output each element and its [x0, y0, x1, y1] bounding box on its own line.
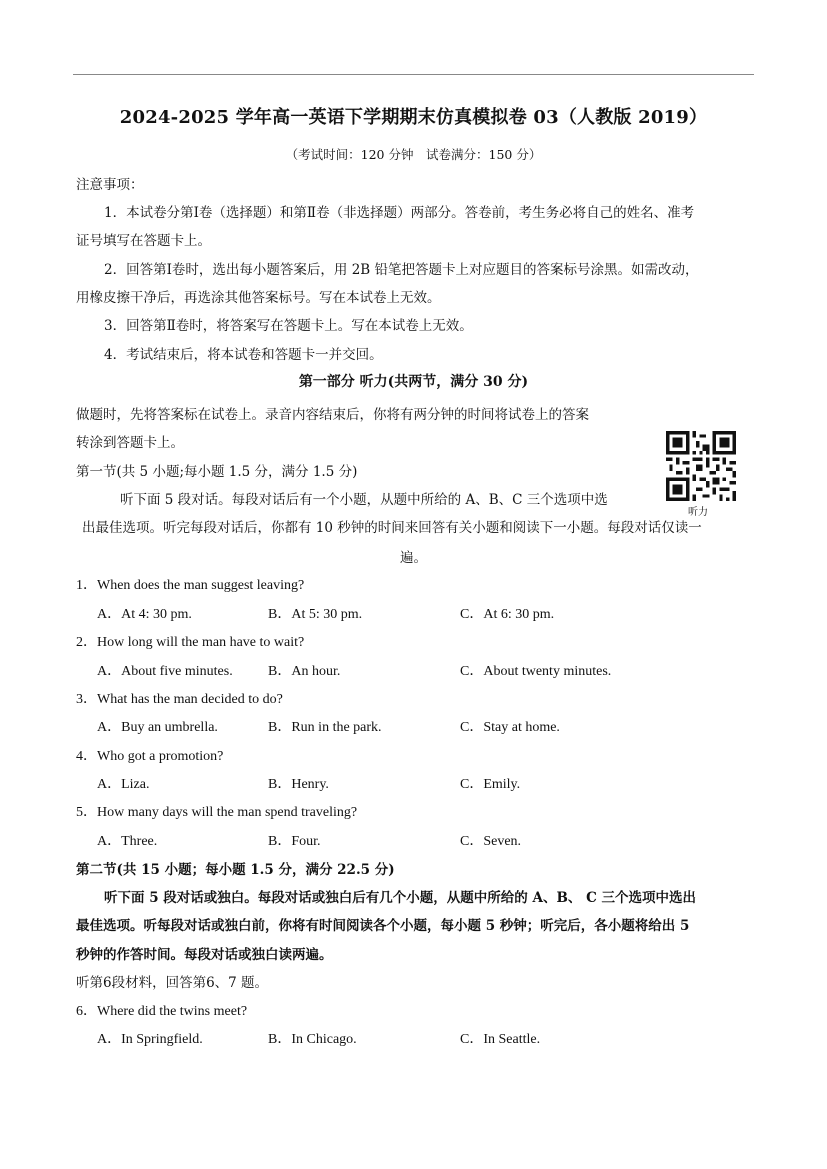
section2-instr-line-2: 最佳选项。听每段对话或独白前，你将有时间阅读各个小题，每小题 5 秒钟；听完后，各小题将给出 5 — [76, 918, 690, 934]
section2-instr-line-3: 秒钟的作答时间。每段对话或独白读两遍。 — [76, 947, 333, 963]
material-6-note: 听第6段材料，回答第6、7 题。 — [76, 975, 269, 991]
q3-option-a: A．Buy an umbrella. — [97, 720, 218, 735]
part1-heading: 第一部分 听力(共两节，满分 30 分) — [298, 374, 529, 390]
q2-option-a: A．About five minutes. — [97, 664, 233, 679]
q4-option-b: B．Henry. — [268, 777, 329, 792]
section2-instr-line-1: 听下面 5 段对话或独白。每段对话或独白后有几个小题，从题中所给的 A、B、 C 三个选项中选出 — [104, 890, 697, 906]
q1-option-b: B．At 5: 30 pm. — [268, 607, 363, 622]
qr-code-icon[interactable] — [666, 431, 736, 501]
q5-option-c: C．Seven. — [460, 834, 522, 849]
q6-option-b: B．In Chicago. — [268, 1032, 357, 1047]
q2-option-b: B．An hour. — [268, 664, 341, 679]
section1-instr-line-1: 听下面 5 段对话。每段对话后有一个小题，从题中所给的 A、B、C 三个选项中选 — [120, 492, 608, 508]
q3-option-c: C．Stay at home. — [460, 720, 560, 735]
section1-heading: 第一节(共 5 小题;每小题 1.5 分，满分 1.5 分) — [76, 464, 358, 480]
q4-option-a: A．Liza. — [97, 777, 150, 792]
section1-instr-line-3: 遍。 — [400, 550, 427, 566]
qr-caption: 听力 — [688, 507, 708, 518]
q6-option-c: C．In Seattle. — [460, 1032, 541, 1047]
question-1: 1．When does the man suggest leaving? — [76, 578, 305, 593]
section2-heading: 第二节(共 15 小题；每小题 1.5 分，满分 22.5 分) — [76, 862, 395, 878]
q5-option-b: B．Four. — [268, 834, 321, 849]
notes-heading: 注意事项： — [76, 177, 144, 193]
q1-option-a: A．At 4: 30 pm. — [97, 607, 192, 622]
q6-option-a: A．In Springfield. — [97, 1032, 203, 1047]
q5-option-a: A．Three. — [97, 834, 158, 849]
section1-instr-line-2: 出最佳选项。听完每段对话后，你都有 10 秒钟的时间来回答有关小题和阅读下一小题。每段对话仅读一 — [82, 520, 702, 536]
question-2: 2．How long will the man have to wait? — [76, 635, 305, 650]
page-title: 2024-2025 学年高一英语下学期期末仿真模拟卷 03（人教版 2019） — [119, 107, 708, 128]
question-5: 5．How many days will the man spend traveling? — [76, 805, 358, 820]
q3-option-b: B．Run in the park. — [268, 720, 382, 735]
note-4: 4．考试结束后，将本试卷和答题卡一并交回。 — [104, 347, 383, 363]
note-3: 3．回答第Ⅱ卷时，将答案写在答题卡上。写在本试卷上无效。 — [104, 318, 473, 334]
question-3: 3．What has the man decided to do? — [76, 692, 283, 707]
header-rule — [73, 74, 754, 75]
note-2-line-1: 2．回答第Ⅰ卷时，选出每小题答案后，用 2B 铅笔把答题卡上对应题目的答案标号涂黑。如需改动， — [104, 262, 699, 278]
part1-intro-line-1: 做题时，先将答案标在试卷上。录音内容结束后，你将有两分钟的时间将试卷上的答案 — [76, 407, 589, 423]
q1-option-c: C．At 6: 30 pm. — [460, 607, 555, 622]
note-2-line-2: 用橡皮擦干净后，再选涂其他答案标号。写在本试卷上无效。 — [76, 290, 441, 306]
question-6: 6．Where did the twins meet? — [76, 1004, 248, 1019]
note-1-line-2: 证号填写在答题卡上。 — [76, 233, 211, 249]
q4-option-c: C．Emily. — [460, 777, 521, 792]
q2-option-c: C．About twenty minutes. — [460, 664, 612, 679]
question-4: 4．Who got a promotion? — [76, 749, 224, 764]
part1-intro-line-2: 转涂到答题卡上。 — [76, 435, 184, 451]
exam-info: （考试时间：120 分钟 试卷满分：150 分） — [285, 147, 542, 162]
note-1-line-1: 1．本试卷分第Ⅰ卷（选择题）和第Ⅱ卷（非选择题）两部分。答卷前，考生务必将自己的姓名、准考 — [104, 205, 695, 221]
